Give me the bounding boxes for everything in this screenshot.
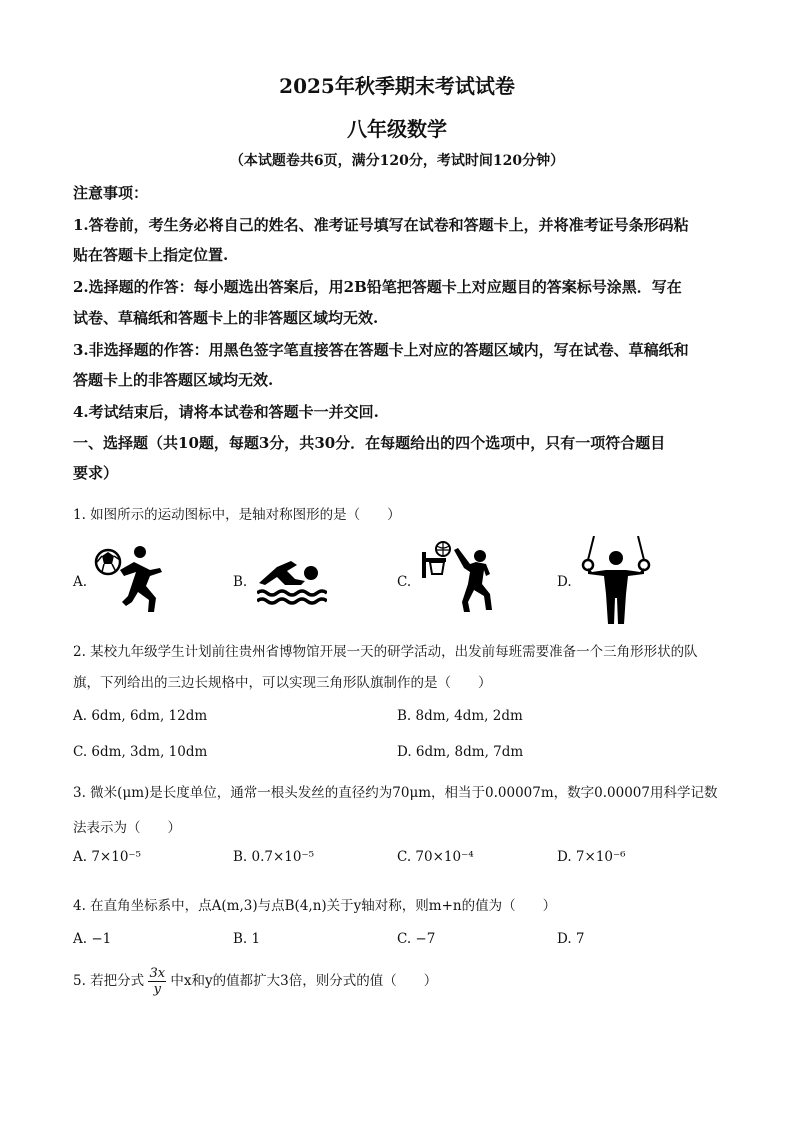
question-3-line-1: 3. 微米(μm)是长度单位，通常一根头发丝的直径约为70μm，相当于0.00007m，数字0.00007用科学记数 bbox=[73, 785, 718, 801]
q3-option-b: B. 0.7×10⁻⁵ bbox=[233, 849, 314, 865]
q3-option-a: A. 7×10⁻⁵ bbox=[73, 849, 141, 865]
question-1-stem: 1. 如图所示的运动图标中，是轴对称图形的是（ ） bbox=[73, 507, 401, 523]
q4-option-d: D. 7 bbox=[557, 931, 585, 947]
gymnast-rings-icon bbox=[580, 536, 652, 626]
section-1-heading-line-1: 一、选择题（共10题，每题3分，共30分．在每题给出的四个选项中，只有一项符合题目 bbox=[73, 434, 666, 452]
q2-option-d: D. 6dm, 8dm, 7dm bbox=[397, 744, 524, 760]
soccer-player-icon bbox=[94, 540, 166, 615]
basketball-player-icon bbox=[420, 540, 502, 615]
question-4-stem: 4. 在直角坐标系中，点A(m,3)与点B(4,n)关于y轴对称，则m+n的值为（ ） bbox=[73, 898, 557, 914]
notice-item-3-line-2: 答题卡上的非答题区域均无效. bbox=[73, 371, 274, 389]
q4-option-a: A. −1 bbox=[73, 931, 112, 947]
notice-item-1-line-1: 1.答卷前，考生务必将自己的姓名、准考证号填写在试卷和答题卡上，并将准考证号条形码粘 bbox=[73, 216, 689, 234]
question-5-stem bbox=[73, 966, 437, 997]
question-5-suffix: 中x和y的值都扩大3倍，则分式的值（ ） bbox=[170, 973, 438, 989]
q2-option-b: B. 8dm, 4dm, 2dm bbox=[397, 708, 523, 724]
exam-info: （本试题卷共6页，满分120分，考试时间120分钟） bbox=[229, 153, 565, 169]
exam-title: 2025年秋季期末考试试卷 bbox=[279, 74, 515, 98]
q3-option-c: C. 70×10⁻⁴ bbox=[397, 849, 474, 865]
question-2-line-2: 旗，下列给出的三边长规格中，可以实现三角形队旗制作的是（ ） bbox=[73, 675, 492, 691]
q1-option-a-label: A. bbox=[73, 574, 88, 590]
notice-item-2-line-1: 2.选择题的作答：每小题选出答案后，用2B铅笔把答题卡上对应题目的答案标号涂黑．写在 bbox=[73, 278, 682, 296]
swimmer-icon bbox=[257, 553, 327, 605]
q1-option-c-label: C. bbox=[397, 574, 412, 590]
q3-option-d: D. 7×10⁻⁶ bbox=[557, 849, 626, 865]
q5-fraction-numerator: 3x bbox=[149, 966, 166, 981]
notice-item-3-line-1: 3.非选择题的作答：用黑色签字笔直接答在答题卡上对应的答题区域内，写在试卷、草稿纸和 bbox=[73, 341, 689, 359]
q1-option-b-label: B. bbox=[233, 574, 248, 590]
q2-option-a: A. 6dm, 6dm, 12dm bbox=[73, 708, 208, 724]
subject-title: 八年级数学 bbox=[347, 117, 447, 141]
question-2-line-1: 2. 某校九年级学生计划前往贵州省博物馆开展一天的研学活动，出发前每班需要准备一个三角形形状的队 bbox=[73, 644, 698, 660]
q5-fraction-denominator: y bbox=[153, 982, 161, 997]
notice-heading: 注意事项： bbox=[73, 184, 149, 202]
q2-option-c: C. 6dm, 3dm, 10dm bbox=[73, 744, 208, 760]
notice-item-4: 4.考试结束后，请将本试卷和答题卡一并交回. bbox=[73, 403, 379, 421]
question-3-line-2: 法表示为（ ） bbox=[73, 820, 181, 836]
q4-option-b: B. 1 bbox=[233, 931, 261, 947]
question-5-prefix: 5. 若把分式 bbox=[73, 973, 145, 989]
q5-fraction bbox=[148, 966, 166, 997]
notice-item-2-line-2: 试卷、草稿纸和答题卡上的非答题区域均无效. bbox=[73, 309, 379, 327]
q4-option-c: C. −7 bbox=[397, 931, 436, 947]
q1-option-d-label: D. bbox=[557, 574, 572, 590]
section-1-heading-line-2: 要求） bbox=[73, 464, 119, 482]
notice-item-1-line-2: 贴在答题卡上指定位置. bbox=[73, 246, 229, 264]
